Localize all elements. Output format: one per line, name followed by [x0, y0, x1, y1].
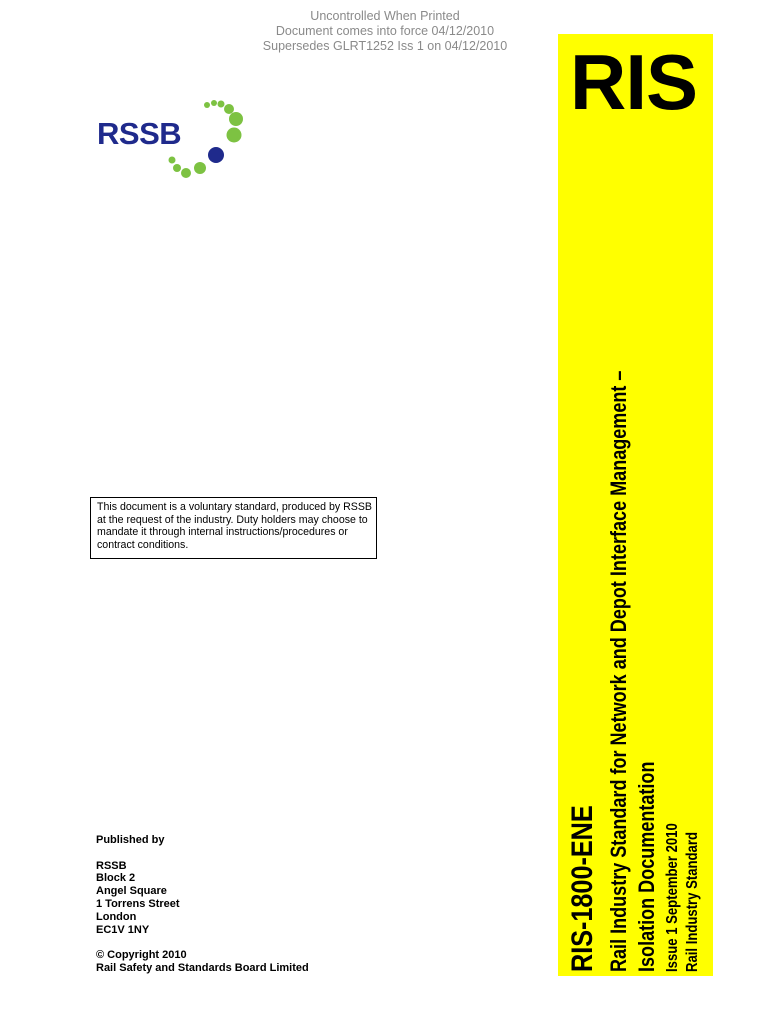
publisher-block: [96, 834, 309, 975]
address-line: Block 2: [96, 872, 136, 885]
copyright-text: © Copyright 2010: [96, 949, 187, 962]
rssb-logo-text: RSSB: [97, 116, 182, 151]
address-line: RSSB: [96, 859, 127, 872]
voluntary-standard-notice: This document is a voluntary standard, produced by RSSB at the request of the industry. Duty holders may choose to mandate it through internal instructions/procedures or contract conditions.: [90, 497, 377, 559]
address-line: Angel Square: [96, 885, 167, 898]
address-line: EC1V 1NY: [96, 923, 150, 936]
rotated-title-block: [558, 36, 713, 976]
rssb-logo-dots-icon: [95, 98, 250, 183]
supersedes-notice: Supersedes GLRT1252 Iss 1 on 04/12/2010: [262, 39, 508, 53]
document-title-line1: Rail Industry Standard for Network and Depot Interface Management –: [606, 370, 631, 972]
published-by-label: Published by: [96, 834, 165, 846]
document-title-line2: Isolation Documentation: [634, 761, 659, 972]
document-code: RIS-1800-ENE: [566, 805, 599, 972]
document-header: [200, 9, 570, 54]
address-line: 1 Torrens Street: [96, 897, 180, 910]
company-name: Rail Safety and Standards Board Limited: [96, 961, 309, 974]
in-force-date: Document comes into force 04/12/2010: [275, 24, 495, 38]
ris-badge: RIS: [570, 38, 698, 126]
address-line: London: [96, 910, 137, 923]
issue-date: Issue 1 September 2010: [664, 823, 681, 972]
rssb-logo: [95, 98, 250, 183]
document-type: Rail Industry Standard: [684, 832, 701, 972]
uncontrolled-notice: Uncontrolled When Printed: [310, 9, 460, 23]
